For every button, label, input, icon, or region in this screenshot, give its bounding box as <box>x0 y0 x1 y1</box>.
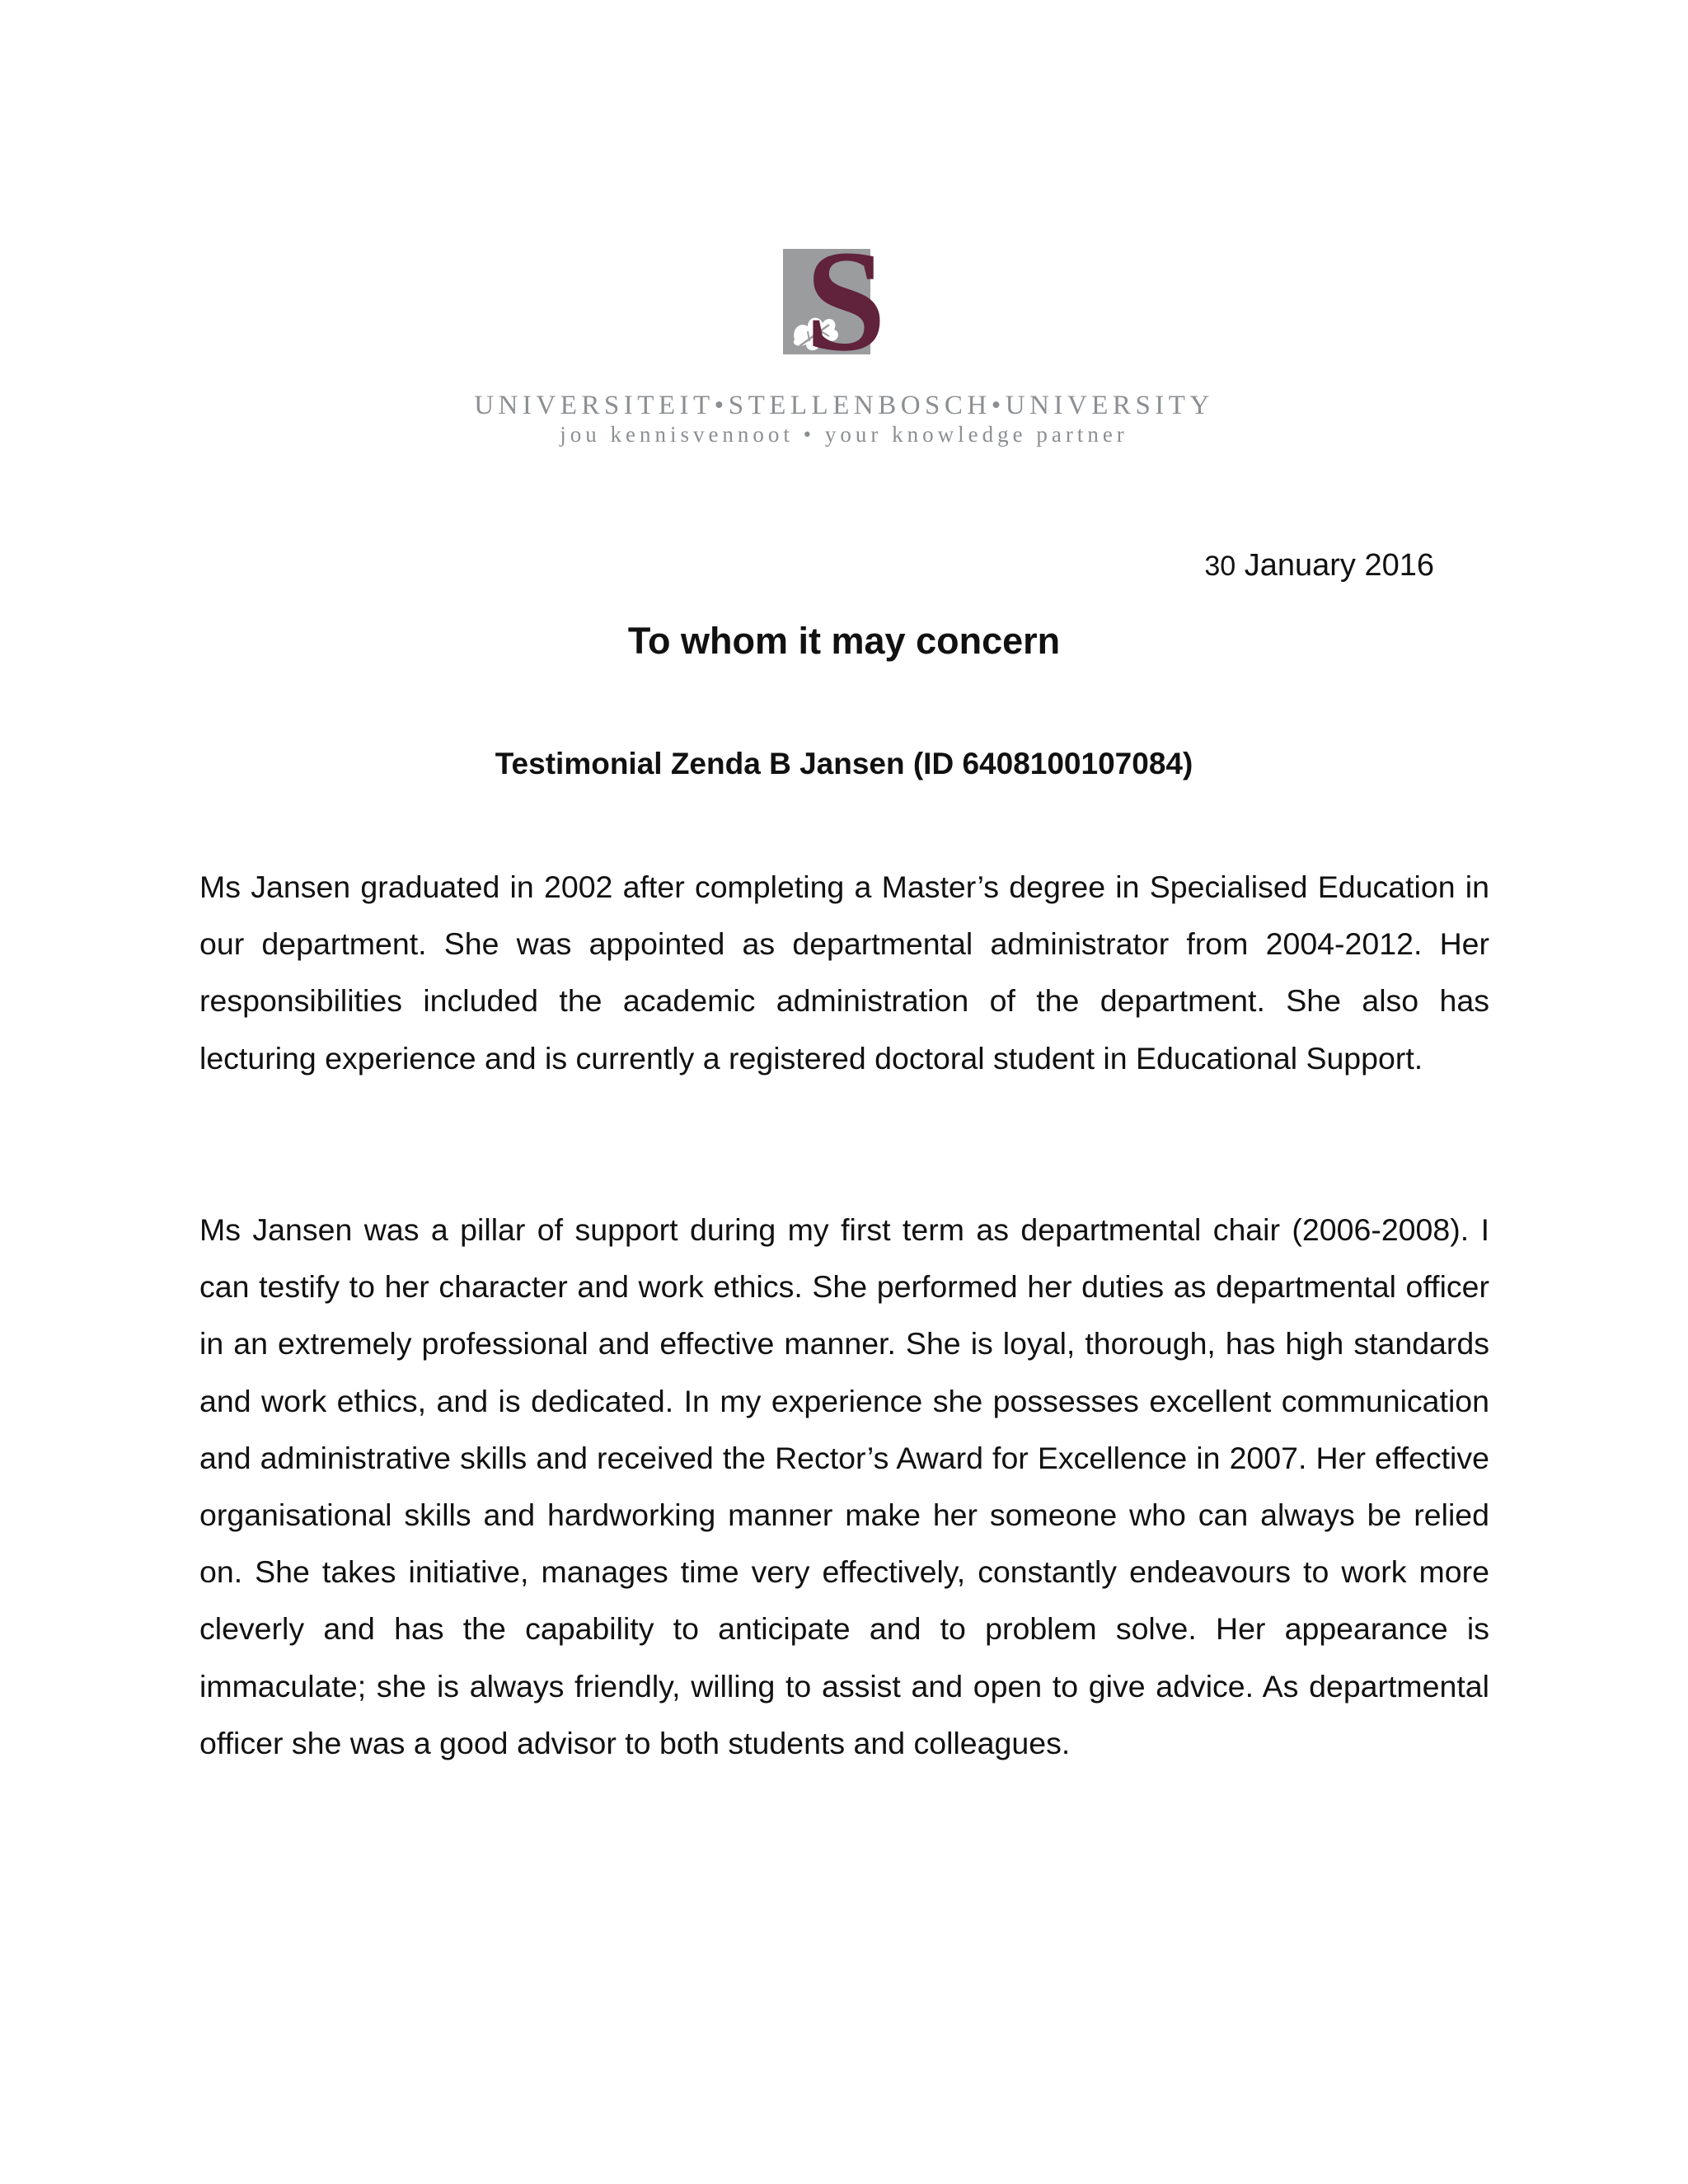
institution-tagline: jou kennisvennoot • your knowledge partner <box>560 422 1128 447</box>
date-month-year: January 2016 <box>1236 548 1434 583</box>
salutation-heading: To whom it may concern <box>627 620 1061 662</box>
body-paragraph-2: Ms Jansen was a pillar of support during my first term as departmental chair (2006-2008). I can testify to her character and work ethics. She performed her duties as departmental officer in an extremely professional and effective manner. She is loyal, thorough, has high standards and work ethics, and is dedicated. In my experience she possesses excellent communication and administrative skills and received the Rector’s Award for Excellence in 2007. Her effective organisational skills and hardworking manner make her someone who can always be relied on. She takes initiative, manages time very effectively, constantly endeavours to work more cleverly and has the capability to anticipate and to problem solve. Her appearance is immaculate; she is always friendly, willing to assist and open to give advice. As departmental officer she was a good advisor to both students and colleagues. <box>199 1212 1489 1760</box>
institution-name: UNIVERSITEIT•STELLENBOSCH•UNIVERSITY <box>474 391 1214 420</box>
body-paragraph-1: Ms Jansen graduated in 2002 after completing a Master’s degree in Specialised Education in our department. She was appointed as departmental administrator from 2004-2012. Her responsibilities included the academic administration of the department. She also has lecturing experience and is currently a registered doctoral student in Educational Support. <box>199 869 1489 1076</box>
logo-letter: S <box>805 244 886 359</box>
letterhead-logo <box>0 244 1688 450</box>
date-day: 30 <box>1204 551 1236 582</box>
university-crest-icon <box>783 244 908 359</box>
subject-heading: Testimonial Zenda B Jansen (ID 6408100107084) <box>495 747 1193 780</box>
letter-date <box>1204 548 1434 583</box>
